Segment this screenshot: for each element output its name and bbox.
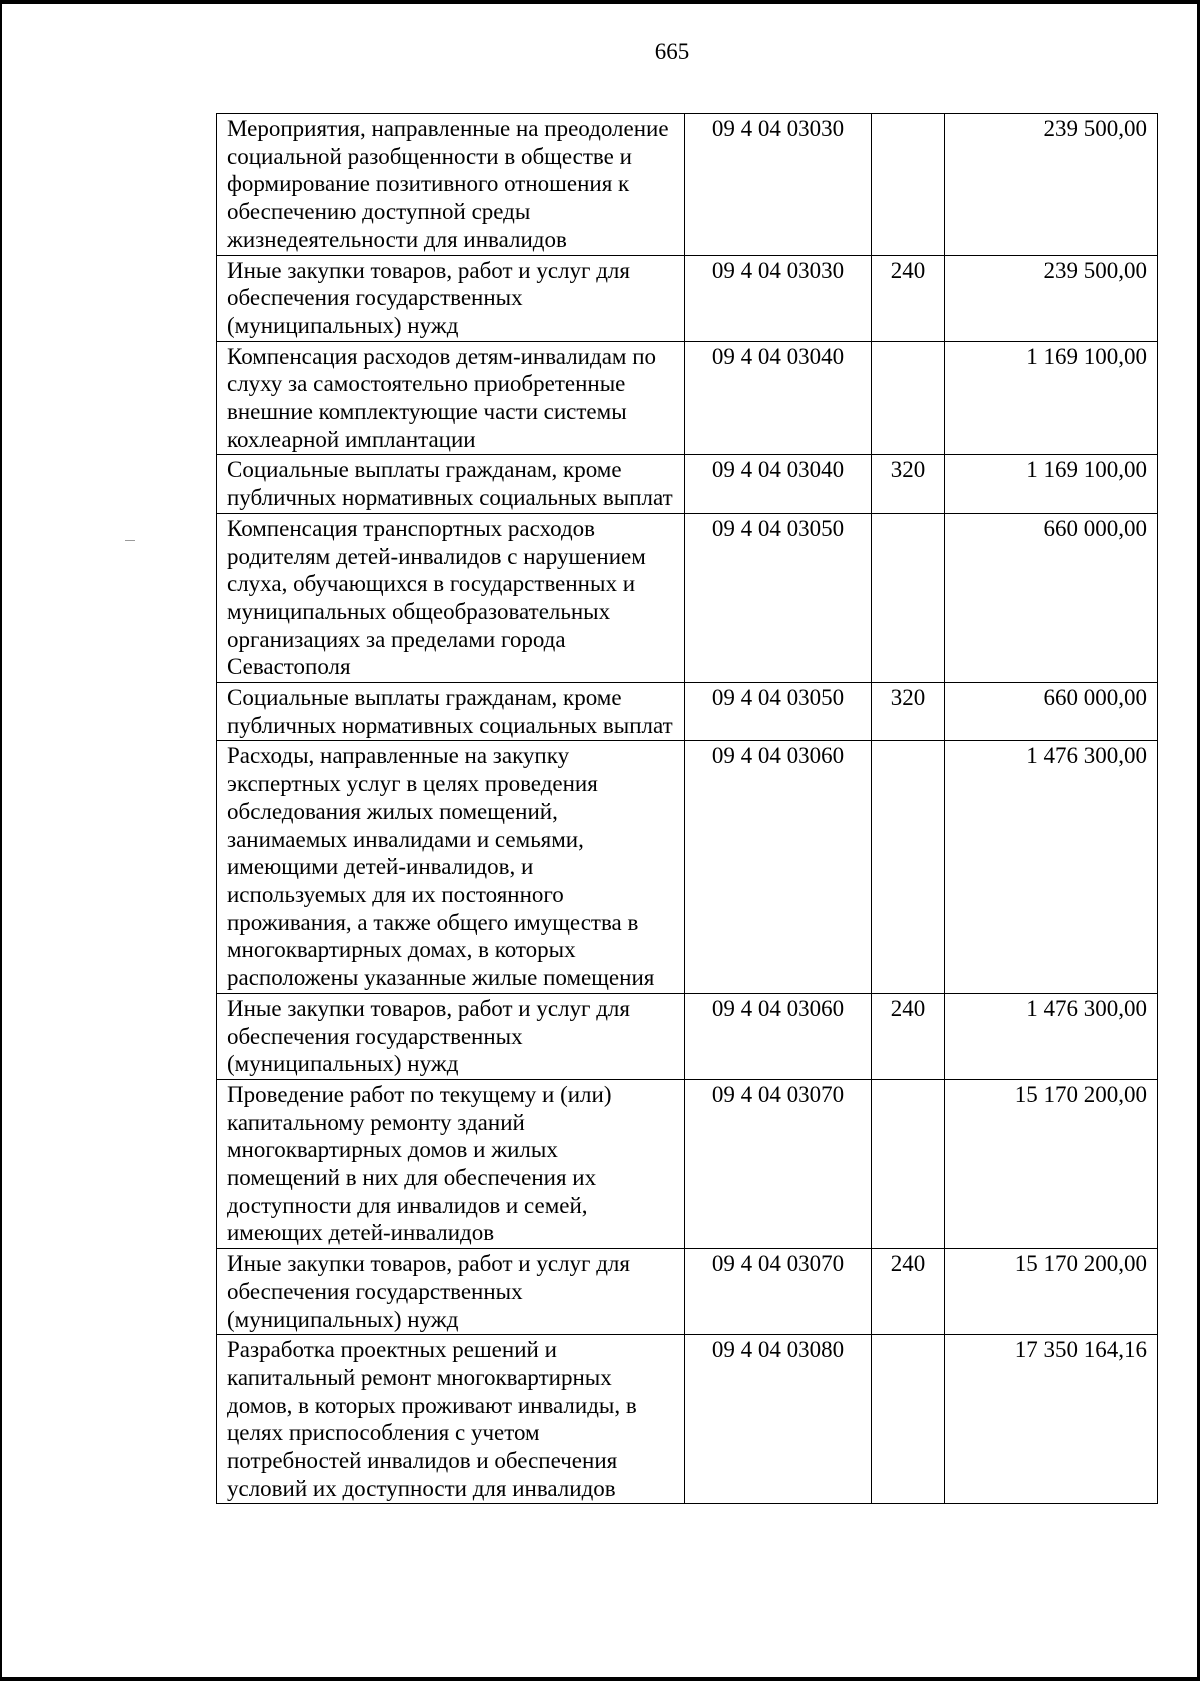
table-row [217, 993, 1158, 1079]
row-name: Расходы, направленные на закупку экспертных услуг в целях проведения обследования жилых помещений, занимаемых инвалидами и семьями, имеющими детей-инвалидов, и используемых для их постоянного проживания, а также общего имущества в многоквартирных домах, в которых расположены указанные жилые помещения [217, 741, 685, 993]
table-row [217, 1249, 1158, 1335]
row-code: 09 4 04 03030 [685, 114, 872, 256]
table-row [217, 255, 1158, 341]
row-code: 09 4 04 03060 [685, 993, 872, 1079]
row-code: 09 4 04 03080 [685, 1335, 872, 1504]
row-code: 09 4 04 03040 [685, 455, 872, 513]
row-code: 09 4 04 03050 [685, 513, 872, 682]
row-expense-type: 320 [872, 683, 945, 741]
row-name: Компенсация расходов детям-инвалидам по слуху за самостоятельно приобретенные внешние комплектующие части системы кохлеарной имплантации [217, 341, 685, 455]
margin-mark [125, 540, 135, 541]
row-expense-type [872, 341, 945, 455]
row-name: Иные закупки товаров, работ и услуг для обеспечения государственных (муниципальных) нужд [217, 993, 685, 1079]
table-row [217, 513, 1158, 682]
row-sum: 17 350 164,16 [945, 1335, 1158, 1504]
table-row [217, 741, 1158, 993]
row-sum: 1 169 100,00 [945, 341, 1158, 455]
row-sum: 15 170 200,00 [945, 1079, 1158, 1248]
row-code: 09 4 04 03040 [685, 341, 872, 455]
row-sum: 15 170 200,00 [945, 1249, 1158, 1335]
row-expense-type: 320 [872, 455, 945, 513]
row-name: Проведение работ по текущему и (или) капитальному ремонту зданий многоквартирных домов и жилых помещений в них для обеспечения их доступности для инвалидов и семей, имеющих детей-инвалидов [217, 1079, 685, 1248]
row-expense-type [872, 114, 945, 256]
row-expense-type: 240 [872, 255, 945, 341]
table-row [217, 1335, 1158, 1504]
table-row [217, 683, 1158, 741]
row-expense-type: 240 [872, 1249, 945, 1335]
row-name: Социальные выплаты гражданам, кроме публичных нормативных социальных выплат [217, 683, 685, 741]
page-number: 665 [654, 39, 690, 64]
row-name: Мероприятия, направленные на преодоление социальной разобщенности в обществе и формирование позитивного отношения к обеспечению доступной среды жизнедеятельности для инвалидов [217, 114, 685, 256]
row-expense-type [872, 1079, 945, 1248]
table-row [217, 114, 1158, 256]
row-expense-type [872, 741, 945, 993]
row-expense-type [872, 513, 945, 682]
row-sum: 660 000,00 [945, 683, 1158, 741]
table-row [217, 455, 1158, 513]
row-code: 09 4 04 03070 [685, 1079, 872, 1248]
row-name: Компенсация транспортных расходов родителям детей-инвалидов с нарушением слуха, обучающихся в государственных и муниципальных общеобразовательных организациях за пределами города Севастополя [217, 513, 685, 682]
row-sum: 1 169 100,00 [945, 455, 1158, 513]
row-sum: 239 500,00 [945, 114, 1158, 256]
row-expense-type: 240 [872, 993, 945, 1079]
budget-table [216, 113, 1158, 1504]
row-sum: 239 500,00 [945, 255, 1158, 341]
row-sum: 1 476 300,00 [945, 993, 1158, 1079]
row-name: Разработка проектных решений и капитальный ремонт многоквартирных домов, в которых проживают инвалиды, в целях приспособления с учетом потребностей инвалидов и обеспечения условий их доступности для инвалидов [217, 1335, 685, 1504]
row-code: 09 4 04 03030 [685, 255, 872, 341]
table-row [217, 1079, 1158, 1248]
row-sum: 660 000,00 [945, 513, 1158, 682]
row-code: 09 4 04 03070 [685, 1249, 872, 1335]
row-name: Иные закупки товаров, работ и услуг для обеспечения государственных (муниципальных) нужд [217, 1249, 685, 1335]
row-expense-type [872, 1335, 945, 1504]
budget-table-body [217, 114, 1158, 1504]
row-name: Иные закупки товаров, работ и услуг для обеспечения государственных (муниципальных) нужд [217, 255, 685, 341]
row-name: Социальные выплаты гражданам, кроме публичных нормативных социальных выплат [217, 455, 685, 513]
row-code: 09 4 04 03060 [685, 741, 872, 993]
row-code: 09 4 04 03050 [685, 683, 872, 741]
row-sum: 1 476 300,00 [945, 741, 1158, 993]
table-row [217, 341, 1158, 455]
